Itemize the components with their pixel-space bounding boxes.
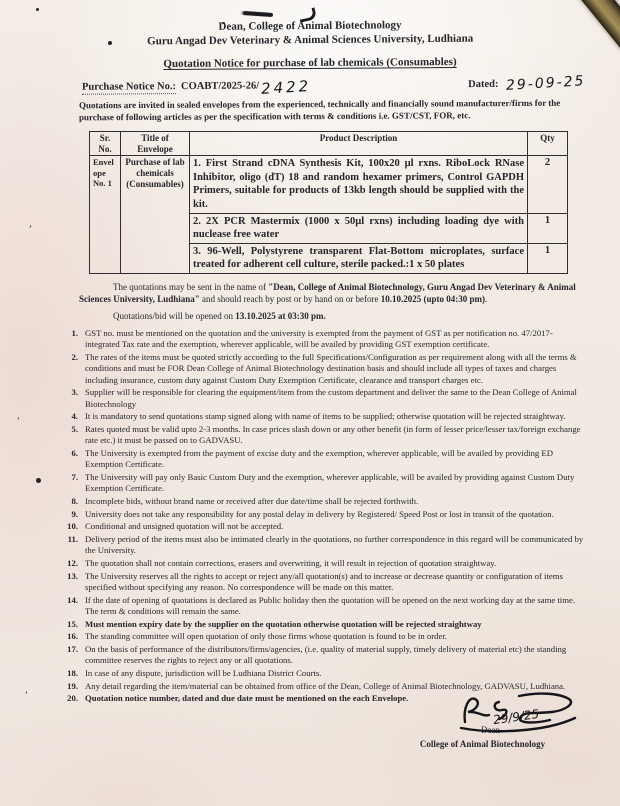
term-item: 16. The standing committee will open quotation of only those firms whose quotation is found to be in order. (67, 631, 447, 642)
purchase-notice-label: Purchase Notice No.: (81, 81, 177, 93)
purchase-notice-number: COABT/2025-26/ (180, 80, 260, 93)
product-description-cell: 2. 2X PCR Mastermix (1000 x 50µl rxns) including loading dye with nuclease free water (190, 213, 528, 243)
signatory-title: Dean (481, 725, 500, 735)
addressee: "Dean, College of Animal Biotechnology, Guru Angad Dev Veterinary & Animal Sciences University, Ludhiana" (79, 281, 576, 304)
term-item: 1. GST no. must be mentioned on the quotation and the university is exempted from the payment of GST as per notification no. 47/2017-integrated Tax rate and the exemption, wherever applicable, will be availed by providing GST exemption certificate. (71, 327, 553, 350)
signatory-organization: College of Animal Biotechnology (419, 739, 546, 749)
term-item: 12. The quotation shall not contain corrections, erasers and overwriting, it will result in rejection of quotation straightway. (67, 557, 497, 568)
issuing-office: Dean, College of Animal Biotechnology (218, 19, 402, 33)
qty-cell: 2 (528, 156, 568, 213)
term-item: 7. The University will pay only Basic Custom Duty and the exemption, wherever applicable, will be availed by providing against Custom Duty Exemption Certificate. (71, 471, 575, 494)
term-item: 9. University does not take any responsibility for any postal delay in delivery by Registered/ Speed Post or lost in transit of the quotation. (71, 508, 554, 519)
term-item: 14. If the date of opening of quotations is declared as Public holiday then the quotation will be opened on the next working day at the same time. The term & conditions will remain the same. (67, 594, 575, 616)
scan-tick-mark: ’ (26, 223, 33, 236)
col-header-product-description: Product Description (190, 132, 528, 156)
invitation-paragraph: Quotations are invited in sealed envelopes from the experienced, technically and financially sound manufacturer/firms for the purchase of following articles as per the specification with terms & conditions i.e. GST/CST, FOR, etc. (78, 97, 561, 122)
table-header-row (90, 132, 568, 156)
dated-label: Dated: (468, 78, 499, 91)
qty-cell: 1 (528, 213, 568, 243)
letterhead (0, 0, 620, 50)
envelope-title-cell: Purchase of lab chemicals (Consumables) (121, 156, 190, 274)
table-row (90, 156, 568, 213)
product-description-cell: 1. First Strand cDNA Synthesis Kit, 100x20 µl rxns. RiboLock RNase Inhibitor, oligo (dT) 18 and random hexamer primers, Control GAPDH Primers, suitable for products of 13kb length should be supplied with the kit. (190, 156, 528, 213)
term-item: 5. Rates quoted must be valid upto 2-3 months. In case prices slash down or any other benefit (in form of lesser price/lesser tax/foreign exchange rate etc.) it must be passed on to GADVASU. (71, 423, 581, 446)
submission-deadline: 10.10.2025 (upto 04:30 pm) (380, 293, 485, 304)
col-header-sr-no: Sr. No. (90, 132, 121, 156)
handwritten-date: 29-09-25 (506, 73, 587, 94)
bid-opening-line: Quotations/bid will be opened on 13.10.2025 at 03:30 pm. (113, 310, 326, 321)
term-item: 20. Quotation notice number, dated and due date must be mentioned on the each Envelope. (67, 693, 409, 704)
term-item: 18. In case of any dispute, jurisdiction will be Ludhiana District Courts. (67, 667, 322, 678)
term-item: 13. The University reserves all the rights to accept or reject any/all quotation(s) and to increase or decrease quantity or configuration of items specified without specifying any reason. No correspondence will be made on this matter. (67, 570, 563, 592)
handwritten-notice-number: 2422 (260, 76, 312, 98)
bid-opening-datetime: 13.10.2025 at 03:30 pm. (235, 310, 326, 321)
product-description-cell: 3. 96-Well, Polystyrene transparent Flat-Bottom microplates, surface treated for adherent cell culture, sterile packed.:1 x 50 plates (190, 243, 528, 273)
items-table (89, 131, 568, 274)
term-item: 17. On the basis of performance of the distributors/firms/agencies, (i.e. quality of material supply, timely delivery of material etc) the standing committee reserves the rights to reject any or all quotations. (67, 643, 567, 666)
envelope-sr-no-cell: Envelope No. 1 (90, 156, 121, 274)
notice-number-row (81, 73, 587, 98)
scan-tick-mark: ’ (15, 415, 21, 428)
term-item: 3. Supplier will be responsible for clearing the equipment/item from the custom department and deliver the same to the Dean College of Animal Biotechnology (71, 387, 577, 409)
document-title: Quotation Notice for purchase of lab chemicals (Consumables) (163, 55, 457, 71)
term-item: 6. The University is exempted from the payment of excise duty and the exemption, wherever applicable, will be availed by providing ED Exemption Certificate. (71, 447, 554, 470)
col-header-title-of-envelope: Title of Envelope (121, 132, 190, 156)
term-item: 11. Delivery period of the items must also be intimated clearly in the quotations, no further correspondence in this regard will be communicated by the University. (67, 533, 584, 556)
term-item: 2. The rates of the items must be quoted strictly according to the full Specifications/Configuration as per requirement along with all the terms & conditions and must be FOR Dean College of Animal Biotechnology destination basis and should include all types of taxes and charges including insurance, custom duty against Custom Duty Exemption Certificate, clearance and transport charges etc. (71, 351, 577, 385)
term-item: 19. Any detail regarding the item/material can be obtained from office of the Dean, College of Animal Biotechnology, GADVASU, Ludhiana. (67, 680, 566, 691)
university-name: Guru Angad Dev Veterinary & Animal Sciences University, Ludhiana (147, 32, 474, 47)
term-item: 4. It is mandatory to send quotations stamp signed along with name of items to be supplied; otherwise quotation will be rejected straightway. (71, 411, 566, 422)
term-item: 10. Conditional and unsigned quotation will not be accepted. (67, 521, 284, 532)
term-item: 8. Incomplete bids, without brand name or received after due date/time shall be rejected forthwith. (71, 495, 419, 506)
qty-cell: 1 (528, 243, 568, 273)
dated-group (468, 73, 587, 94)
scan-speck (36, 478, 41, 483)
handwritten-signature-date: 29/9/25 (492, 706, 541, 728)
submission-text: The quotations may be sent in the name of (113, 281, 269, 292)
term-item: 15. Must mention expiry date by the supplier on the quotation otherwise quotation will be rejected straightway (67, 618, 482, 629)
terms-list (56, 328, 584, 705)
col-header-qty: Qty (528, 132, 568, 156)
scan-tick-mark: ’ (22, 689, 29, 702)
submission-paragraph: The quotations may be sent in the name of "Dean, College of Animal Biotechnology, Guru Angad Dev Veterinary & Animal Sciences University, Ludhiana" and should reach by post or by hand on or before 10.10.2025 (upto 04:30 pm). (79, 281, 576, 304)
